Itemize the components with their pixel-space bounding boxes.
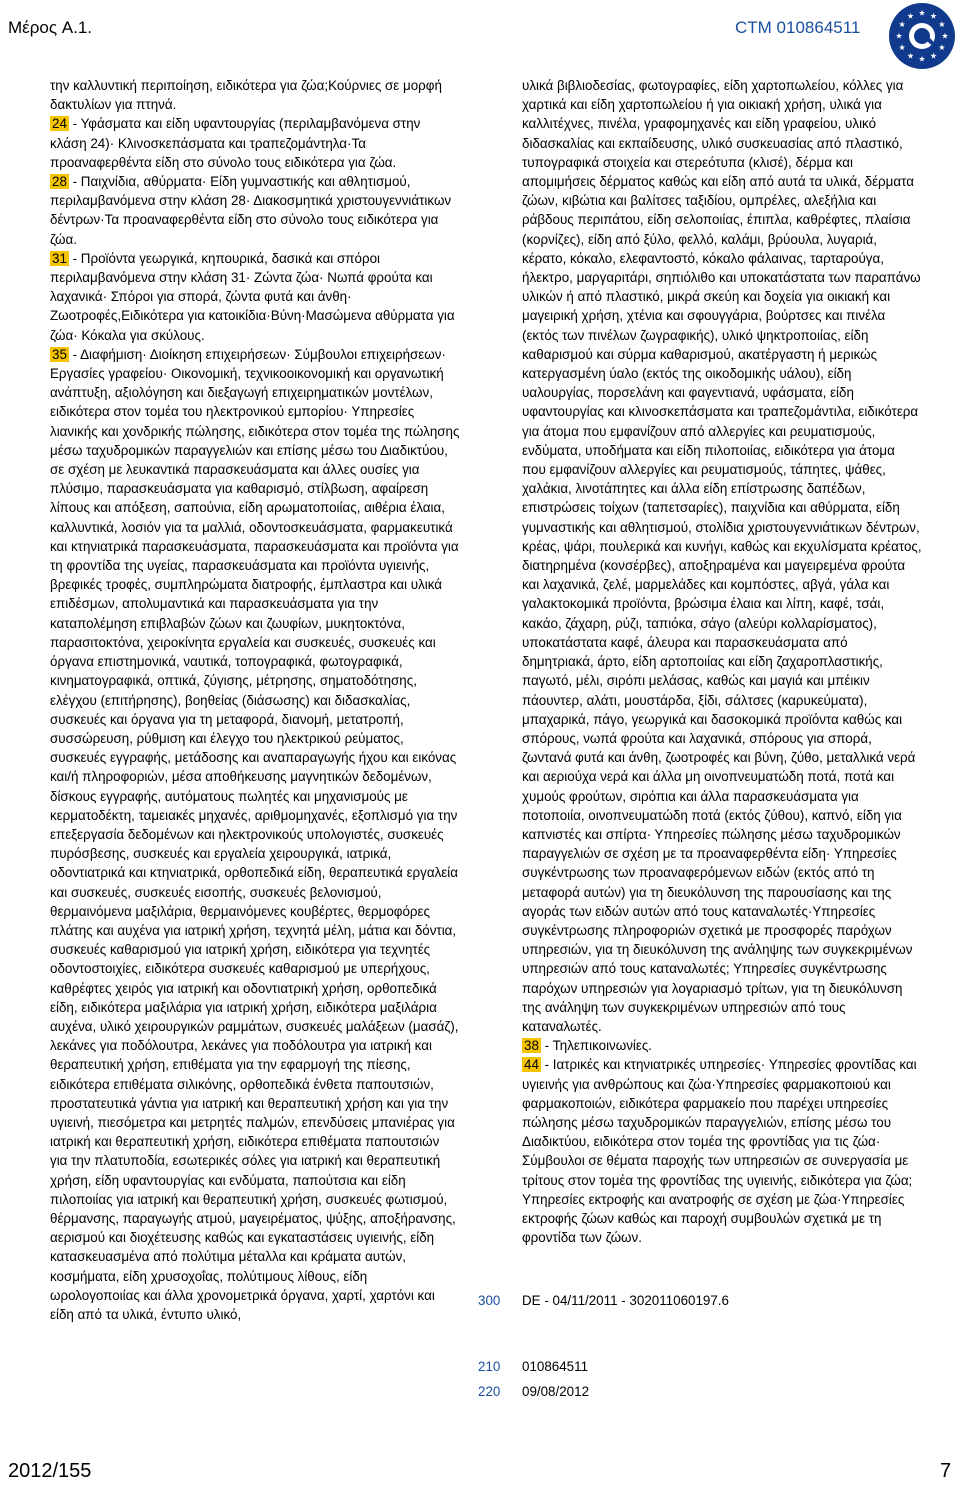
class-text: - Διαφήμιση· Διοίκηση επιχειρήσεων· Σύμβουλοι επιχειρήσεων· Εργασίες γραφείου· Οικονομική, τεχνικοοικονομική και οργανωτική ανάπτυξη, αξιολόγηση και διεξαγωγή επιχειρηματικών μοντέλων, ειδικότερα στον τομέα του ηλεκτρονικού εμπορίου· Υπηρεσίες λιανικής και χονδρικής πώλησης, ειδικότερα στον τομέα της πώλησης μέσω ταχυδρομικών παραγγελιών και επίσης μέσω του Διαδικτύου, σε σχέση με λευκαντικά παρασκευάσματα και άλλες ουσίες για πλύσιμο, παρασκευάσματα για καθαρισμό, στίλβωση, αφαίρεση λίπους και απόξεση, σαπούνια, είδη αρωματοποιίας, αιθέρια έλαια, καλλυντικά, λοσιόν για τα μαλλιά, οδοντοσκευάσματα, φαρμακευτικά και κτηνιατρικά παρασκευάσματα, παρασκευάσματα και προϊόντα για τη φροντίδα της υγείας, παρασκευάσματα και προϊόντα υγιεινής, βρεφικές τροφές, συμπληρώματα διατροφής, έμπλαστρα και υλικά επιδέσμων, απολυμαντικά και παρασκευάσματα για την καταπολέμηση επιβλαβών ζώων και ζωυφίων, μυκητοκτόνα, παρασιτοκτόνα, χειροκίνητα εργαλεία και συσκευές, συσκευές και όργανα επιστημονικά, ναυτικά, τοπογραφικά, φωτογραφικά, κινηματογραφικά, οπτικά, ζύγισης, μέτρησης, σηματοδότησης, ελέγχου (επιτήρησης), βοηθείας (διάσωσης) και διδασκαλίας, συσκευές και όργανα για τη μεταφορά, διανομή, μετατροπή, συσσώρευση, ρύθμιση και έλεγχο του ηλεκτρικού ρεύματος, συσκευές εγγραφής, μετάδοσης και αναπαραγωγής ήχου και εικόνας και/ή πληροφοριών, μέσα αποθήκευσης μαγνητικών δεδομένων, δίσκους εγγραφής, αυτόματους πωλητές και μηχανισμούς με κερματοδέκτη, ταμειακές μηχανές, αριθμομηχανές, εξοπλισμό για την επεξεργασία δεδομένων και ηλεκτρονικούς υπολογιστές, συσκευές πυρόσβεσης, συσκευές και εργαλεία χειρουργικά, ιατρικά, οδοντιατρικά και κτηνιατρικά, ορθοπεδικά είδη, θεραπευτικά εργαλεία και συσκευές, συσκευές εισοπής, συσκευές βελονισμού, θερμαινόμενα μαξιλάρια, θερμαινόμενες κουβέρτες, θερμοφόρες πλάτης και αυχένα για ιατρική χρήση, τεχνητά μέλη, μάτια και δόντια, συσκευές καθαρισμού για ιατρική χρήση, ειδικότερα για τεχνητές οδοντοστοιχίες, ειδικότερα συσκευές καθαρισμού με υπερήχους, καθρέφτες χειρός για ιατρική και οδοντιατρική χρήση, ορθοπεδικά είδη, ειδικότερα μαξιλάρια για ιατρική χρήση, ειδικότερα μαξιλάρια αυχένα, υλικό χειρουργικών ραμμάτων, συσκευές μαλάξεων (μασάζ), λεκάνες για ποδόλουτρα, λεκάνες για ποδόλουτρα για ιατρική και θεραπευτική χρήση, επιθέματα για την εφαρμογή της πίεσης, ειδικότερα επιθέματα σιλικόνης, ορθοπεδικά ένθετα παπουτσιών, προστατευτικά γάντια για ιατρική και θεραπευτική χρήση και για την υγιεινή, πιεσόμετρα και μετρητές παλμών, επενδύσεις μπανιέρας για ιατρική και θεραπευτική χρήση, ειδικότερα επιθέματα παπουτσιών για την πλατυποδία, εσωτερικές σόλες για ιατρική και θεραπευτική χρήση, είδη υφαντουργίας και ενδύματα, παπούτσια και είδη πιλοποιίας για ιατρική και θεραπευτική χρήση, συσκευές φωτισμού, θέρμανσης, παραγωγής ατμού, μαγειρέματος, ψύξης, αποξήρανσης, αερισμού και διοχέτευσης καθώς και εγκαταστάσεις υγιεινής, είδη κατασκευασμένα από πολύτιμα μέταλλα και κράματα αυτών, κοσμήματα, είδη χρυσοχοΐας, πολύτιμους λίθους, είδη ωρολογοποιίας και άλλα χρονομετρικά όργανα, χαρτί, χαρτόνι και είδη από τα υλικά, έντυπο υλικό, [50,346,460,1322]
code-value: DE - 04/11/2011 - 302011060197.6 [522,1293,729,1308]
code-number: 220 [478,1384,501,1399]
eu-stars-circle-logo-icon [888,2,956,70]
class-number: 31 [52,250,67,266]
class-number: 24 [52,116,67,132]
code-value: 010864511 [522,1359,589,1374]
class-entry [522,1036,922,1055]
code-value: 09/08/2012 [522,1384,590,1399]
class-text: - Τηλεπικοινωνίες. [540,1038,653,1054]
class-number: 38 [524,1038,539,1054]
class-entry [522,1055,922,1247]
class-number: 28 [52,174,67,190]
class-number: 35 [52,346,67,362]
class-entry [50,249,460,345]
right-column [522,76,922,1247]
page-number: 7 [940,1460,952,1482]
code-row-300 [478,1293,729,1308]
class-entry [50,114,460,172]
code-number: 210 [478,1359,501,1374]
class-number: 44 [524,1057,539,1073]
continued-text: υλικά βιβλιοδεσίας, φωτογραφίες, είδη χαρτοπωλείου, κόλλες για χαρτικά και είδη χαρτοπωλείου ή για οικιακή χρήση, υλικά για καλλιτέχνες, πινέλα, γραφομηχανές και είδη γραφείου, υλικό διδασκαλίας και εκπαίδευσης, υλικό συσκευασίας από πλαστικό, τυπογραφικά στοιχεία και στερεότυπα (κλισέ), δέρμα και απομιμήσεις δέρματος καθώς και είδη από αυτά τα υλικά, δέρματα ζώων, κιβώτια και βαλίτσες ταξιδίου, ομπρέλες, αλεξήλια και ράβδους περιπάτου, είδη σελοποιίας, έπιπλα, καθρέφτες, πλαίσια (κορνίζες), είδη από ξύλο, φελλό, καλάμι, βρύουλα, λυγαριά, κέρατο, κόκαλο, ελεφαντοστό, κόκαλο φάλαινας, ταρταρούγα, ήλεκτρο, μαργαριτάρι, σηπιόλιθο και υποκατάστατα των παραπάνω υλικών ή από πλαστικό, μικρά σκεύη και δοχεία για οικιακή και μαγειρική χρήση, χτένια και σφουγγάρια, βούρτσες και πινέλα (εκτός των πινέλων ζωγραφικής), υλικό ψηκτροποιίας, είδη καθαρισμού και σύρμα καθαρισμού, ακατέργαστη ή μερικώς κατεργασμένη ύαλο (εκτός της οικοδομικής υάλου), είδη υαλουργίας, πορσελάνη και φαγεντιανά, υφάσματα, είδη υφαντουργίας και κλινοσκεπάσματα και τραπεζομάντιλα, ειδικότερα για άτομα που εμφανίζουν από αλλεργίες και ρευματισμούς, ενδύματα, υποδήματα και είδη πιλοποιίας, ειδικότερα για άτομα που εμφανίζουν αλλεργίες και ρευματισμούς, τάπητες, ψάθες, χαλάκια, λινοτάπητες και άλλα είδη επίστρωσης δαπέδων, επιστρώσεις τοίχων (ταπετσαρίες), παιχνίδια και αθύρματα, είδη γυμναστικής και αθλητισμού, στολίδια χριστουγεννιάτικων δέντρων, κρέας, ψάρι, πουλερικά και κυνήγι, καθώς και εκχυλίσματα κρέατος, διατηρημένα (κονσέρβες), αποξηραμένα και μαγειρεμένα φρούτα και λαχανικά, ζελέ, μαρμελάδες και κομπόστες, αβγά, γάλα και γαλακτοκομικά προϊόντα, βρώσιμα έλαια και λίπη, καφέ, τσάι, κακάο, ζάχαρη, ρύζι, ταπιόκα, σάγο (αλεύρι κολλαρίσματος), υποκατάστατα καφέ, άλευρα και παρασκευάσματα από δημητριακά, άρτο, είδη αρτοποιίας και είδη ζαχαροπλαστικής, παγωτό, μέλι, σιρόπι μελάσας, καθώς και μαγιά και μπέικιν πάουντερ, αλάτι, μουστάρδα, ξίδι, σάλτσες (καρυκεύματα), μπαχαρικά, πάγο, γεωργικά και δασοκομικά προϊόντα καθώς και σπόρους, νωπά φρούτα και λαχανικά, σπόρους για σπορά, ζωντανά φυτά και άνθη, ζωοτροφές και βύνη, ζύθο, μεταλλικά νερά και αεριούχα νερά και άλλα μη οινοπνευματώδη ποτά, ποτά και χυμούς φρούτων, σιρόπια και άλλα παρασκευάσματα για ποτοποιία, οινοπνευματώδη ποτά (εκτός ζύθου), καπνό, είδη για καπνιστές και σπίρτα· Υπηρεσίες πώλησης μέσω ταχυδρομικών παραγγελιών σε σχέση με τα προαναφερθέντα είδη· Υπηρεσίες συγκέντρωσης των προαναφερόμενων ειδών (εκτός από τη μεταφορά αυτών) για τη διευκόλυνση της παρουσίασης και της αγοράς των ειδών αυτών από τους καταναλωτές·Υπηρεσίες συγκέντρωσης πληροφοριών σχετικά με προσφορές παρόχων υπηρεσιών, για τη διευκόλυνση της ανάληψης των συγκεκριμένων υπηρεσιών από τους καταναλωτές; Υπηρεσίες συγκέντρωσης παρόχων υπηρεσιών για λογαριασμό τρίτων, για τη διευκόλυνση της ανάληψη των συγκεκριμένων υπηρεσιών από τους καταναλωτές. [522,78,922,1034]
class-text: - Παιχνίδια, αθύρματα· Είδη γυμναστικής και αθλητισμού, περιλαμβανόμενα στην κλάση 28· Διακοσμητικά χριστουγεννιάτικων δέντρων·Τα προαναφερθέντα είδη στο σύνολο τους ειδικότερα για ζώα. [50,174,452,247]
code-number: 300 [478,1293,501,1308]
class-entry [50,345,460,1324]
issue-number: 2012/155 [8,1460,92,1482]
intro-text: την καλλυντική περιποίηση, ειδικότερα για ζώα;Κούρνιες σε μορφή δακτυλίων για πτηνά. [50,78,442,113]
part-label: Μέρος A.1. [8,18,93,37]
class-text: - Ιατρικές και κτηνιατρικές υπηρεσίες· Υπηρεσίες φροντίδας και υγιεινής για ανθρώπους και ζώα·Υπηρεσίες φαρμακοποιού και φαρμακοποιών, ειδικότερα φαρμακείο που παρέχει υπηρεσίες πώλησης μέσω ταχυδρομικών παραγγελιών, επίσης μέσω του Διαδικτύου, ειδικότερα στον τομέα της φροντίδας για τις ζώα· Σύμβουλοι σε θέματα παροχής των υπηρεσιών σε συνεργασία με τρίτους στον τομέα της φροντίδας της υγιεινής, ειδικότερα για ζώα; Υπηρεσίες εκτροφής και ανατροφής σε σχέση με ζώα·Υπηρεσίες εκτροφής ζώων καθώς και παροχή συμβουλών σχετικά με τη φροντίδα των ζώων. [522,1057,917,1246]
left-column [50,76,460,1324]
class-text: - Υφάσματα και είδη υφαντουργίας (περιλαμβανόμενα στην κλάση 24)· Κλινοσκεπάσματα και τραπεζομάντηλα·Τα προαναφερθέντα είδη στο σύνολο τους ειδικότερα για ζώα. [50,116,421,170]
code-row-220 [478,1384,589,1399]
class-text: - Προϊόντα γεωργικά, κηπουρικά, δασικά και σπόροι περιλαμβανόμενα στην κλάση 31· Ζώντα ζώα· Νωπά φρούτα και λαχανικά· Σπόροι για σπορά, ζώντα φυτά και άνθη· Ζωοτροφές,Ειδικότερα για κατοικίδια·Βύνη·Μασώμενα αθύρματα για ζώα· Κόκαλα για σκύλους. [50,250,455,343]
class-entry [50,172,460,249]
code-row-210 [478,1359,588,1374]
ctm-number: CTM 010864511 [735,18,861,37]
